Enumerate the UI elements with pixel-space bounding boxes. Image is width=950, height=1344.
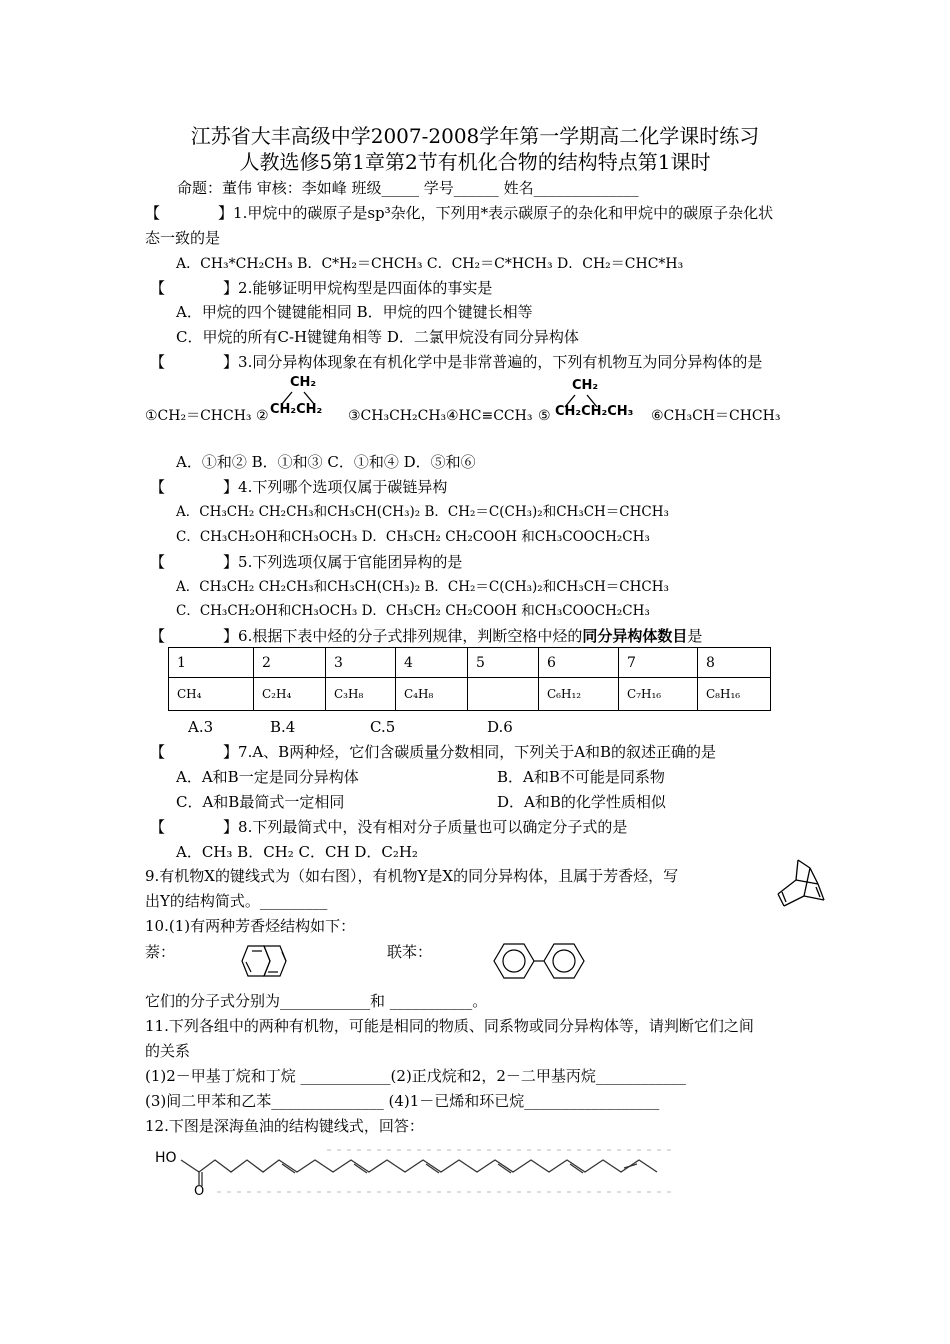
question-6-option-c: C.5 xyxy=(370,718,396,736)
methylcyclopropane-bonds xyxy=(555,393,625,411)
author-info: 命题：董伟 审核：李如峰 班级_____ 学号______ 姓名______________ xyxy=(177,179,639,197)
answer-bracket-close: 】 xyxy=(223,353,239,371)
naphthalene-label: 萘： xyxy=(145,943,176,961)
molecule-3: ③CH₃CH₂CH₃ xyxy=(348,408,447,424)
molecule-2-number: ② xyxy=(256,408,269,424)
question-11-pairs-3-4: (3)间二甲苯和乙苯_______________ (4)1－已烯和环已烷__________________ xyxy=(145,1092,660,1110)
question-3-options: A．①和② B．①和③ C．①和④ D．⑤和⑥ xyxy=(176,453,476,471)
answer-bracket-open: 【 xyxy=(145,204,161,222)
question-6-option-d: D.6 xyxy=(487,718,513,736)
answer-bracket-open: 【 xyxy=(150,353,166,371)
table-cell: C₈H₁₆ xyxy=(698,678,771,711)
question-11-line2: 的关系 xyxy=(145,1042,191,1060)
table-cell: C₃H₈ xyxy=(326,678,396,711)
question-9-line2: 出Y的结构简式。_________ xyxy=(145,892,328,910)
answer-bracket-close: 】 xyxy=(223,478,239,496)
question-4-options-ab: A．CH₃CH₂ CH₂CH₃和CH₃CH(CH₃)₂ B．CH₂＝C(CH₃)₂和CH₃CH＝CHCH₃ xyxy=(176,504,669,520)
question-7-option-d: D．A和B的化学性质相似 xyxy=(497,793,666,811)
document-title: 江苏省大丰高级中学2007-2008学年第一学期高二化学课时练习 xyxy=(190,124,760,148)
molecule-5-bottom: CH₂CH₂CH₃ xyxy=(555,404,634,419)
table-cell: C₄H₈ xyxy=(396,678,468,711)
table-cell: C₆H₁₂ xyxy=(539,678,619,711)
answer-bracket-close: 】 xyxy=(223,553,239,571)
answer-bracket-open: 【 xyxy=(150,818,166,836)
question-2 xyxy=(150,278,492,298)
answer-bracket-close: 】 xyxy=(223,818,239,836)
table-cell: 1 xyxy=(169,648,254,678)
question-1-cont: 态一致的是 xyxy=(145,229,221,247)
table-cell: 4 xyxy=(396,648,468,678)
molecule-2-top: CH₂ xyxy=(290,375,317,390)
question-5-options-ab: A．CH₃CH₂ CH₂CH₃和CH₃CH(CH₃)₂ B．CH₂＝C(CH₃)₂和CH₃CH＝CHCH₃ xyxy=(176,579,669,595)
question-11-pairs-1-2: (1)2－甲基丁烷和丁烷 ____________(2)正戊烷和2，2－二甲基丙烷____________ xyxy=(145,1067,686,1085)
question-1 xyxy=(145,203,773,223)
question-10-answer-line: 它们的分子式分别为____________和 ___________。 xyxy=(145,992,488,1010)
question-7-option-b: B．A和B不可能是同系物 xyxy=(497,768,665,786)
question-6-option-a: A.3 xyxy=(188,718,214,736)
answer-bracket-close: 】 xyxy=(223,279,239,297)
question-6-emphasis: 同分异构体数目 xyxy=(582,627,688,645)
naphthalene-structure xyxy=(240,942,320,982)
question-8-options: A．CH₃ B．CH₂ C．CH D．C₂H₂ xyxy=(176,843,418,861)
table-cell: 3 xyxy=(326,648,396,678)
question-2-options-ab: A．甲烷的四个键键能相同 B．甲烷的四个键键长相等 xyxy=(176,303,533,321)
molecule-5-number: ⑤ xyxy=(538,408,551,424)
norbornadiene-structure xyxy=(774,856,830,914)
question-6-text: 6.根据下表中烃的分子式排列规律，判断空格中烃的 xyxy=(238,627,583,645)
question-6-text-end: 是 xyxy=(687,627,703,645)
question-7-option-a: A．A和B一定是同分异构体 xyxy=(176,768,359,786)
molecule-1: ①CH₂＝CHCH₃ xyxy=(145,408,252,424)
answer-bracket-close: 】 xyxy=(223,743,239,761)
molecule-4: ④HC≡CCH₃ xyxy=(446,408,533,424)
question-11-line1: 11.下列各组中的两种有机物，可能是相同的物质、同系物或同分异构体等，请判断它们之间 xyxy=(145,1017,754,1035)
biphenyl-label: 联苯： xyxy=(387,943,433,961)
cyclopropane-bonds xyxy=(270,390,340,408)
question-5-options-cd: C．CH₃CH₂OH和CH₃OCH₃ D．CH₃CH₂ CH₂COOH 和CH₃COOCH₂CH₃ xyxy=(176,603,650,619)
table-cell: 6 xyxy=(539,648,619,678)
question-4-text: 4.下列哪个选项仅属于碳链异构 xyxy=(238,478,448,496)
question-6 xyxy=(150,626,702,646)
hydroxyl-label: HO xyxy=(155,1150,177,1166)
answer-bracket-open: 【 xyxy=(150,478,166,496)
question-4-options-cd: C．CH₃CH₂OH和CH₃OCH₃ D．CH₃CH₂ CH₂COOH 和CH₃COOCH₂CH₃ xyxy=(176,529,650,545)
question-1-text: 1.甲烷中的碳原子是sp³杂化，下列用*表示碳原子的杂化和甲烷中的碳原子杂化状 xyxy=(233,204,774,222)
answer-bracket-close: 】 xyxy=(218,204,234,222)
formula-table-row xyxy=(169,678,771,711)
table-cell: 2 xyxy=(254,648,326,678)
formula-table xyxy=(168,647,771,711)
document-subtitle: 人教选修5第1章第2节有机化合物的结构特点第1课时 xyxy=(239,150,711,174)
molecule-5-top: CH₂ xyxy=(572,378,599,393)
fish-oil-skeleton xyxy=(147,1140,685,1202)
molecule-6: ⑥CH₃CH＝CHCH₃ xyxy=(651,408,781,424)
question-7-text: 7.A、B两种烃，它们含碳质量分数相同，下列关于A和B的叙述正确的是 xyxy=(238,743,717,761)
answer-bracket-close: 】 xyxy=(223,627,239,645)
table-cell: CH₄ xyxy=(169,678,254,711)
table-cell-blank xyxy=(468,678,539,711)
question-1-options: A．CH₃*CH₂CH₃ B．C*H₂＝CHCH₃ C．CH₂＝C*HCH₃ D．CH₂＝CHC*H₃ xyxy=(176,256,684,272)
question-3 xyxy=(150,352,762,372)
answer-bracket-open: 【 xyxy=(150,553,166,571)
question-9-line1: 9.有机物X的键线式为（如右图），有机物Y是X的同分异构体，且属于芳香烃，写 xyxy=(145,867,679,885)
molecule-2-bottom: CH₂CH₂ xyxy=(270,402,323,417)
question-8 xyxy=(150,817,627,837)
question-2-options-cd: C．甲烷的所有C-H键键角相等 D．二氯甲烷没有同分异构体 xyxy=(176,328,579,346)
fish-oil-structure xyxy=(147,1140,685,1202)
formula-table-header-row xyxy=(169,648,771,678)
table-cell: 8 xyxy=(698,648,771,678)
table-cell: C₂H₄ xyxy=(254,678,326,711)
carbonyl-oxygen-label: O xyxy=(194,1184,205,1199)
question-6-option-b: B.4 xyxy=(270,718,296,736)
table-cell: 7 xyxy=(619,648,698,678)
question-5 xyxy=(150,552,462,572)
table-cell: 5 xyxy=(468,648,539,678)
question-10-line1: 10.(1)有两种芳香烃结构如下： xyxy=(145,917,356,935)
question-2-text: 2.能够证明甲烷构型是四面体的事实是 xyxy=(238,279,493,297)
table-cell: C₇H₁₆ xyxy=(619,678,698,711)
question-8-text: 8.下列最简式中，没有相对分子质量也可以确定分子式的是 xyxy=(238,818,628,836)
question-4 xyxy=(150,477,447,497)
answer-bracket-open: 【 xyxy=(150,279,166,297)
biphenyl-structure xyxy=(490,940,605,984)
question-7 xyxy=(150,742,716,762)
answer-bracket-open: 【 xyxy=(150,627,166,645)
question-12-line1: 12.下图是深海鱼油的结构键线式，回答： xyxy=(145,1117,424,1135)
question-3-text: 3.同分异构体现象在有机化学中是非常普遍的，下列有机物互为同分异构体的是 xyxy=(238,353,763,371)
question-5-text: 5.下列选项仅属于官能团异构的是 xyxy=(238,553,463,571)
answer-bracket-open: 【 xyxy=(150,743,166,761)
question-7-option-c: C．A和B最简式一定相同 xyxy=(176,793,345,811)
